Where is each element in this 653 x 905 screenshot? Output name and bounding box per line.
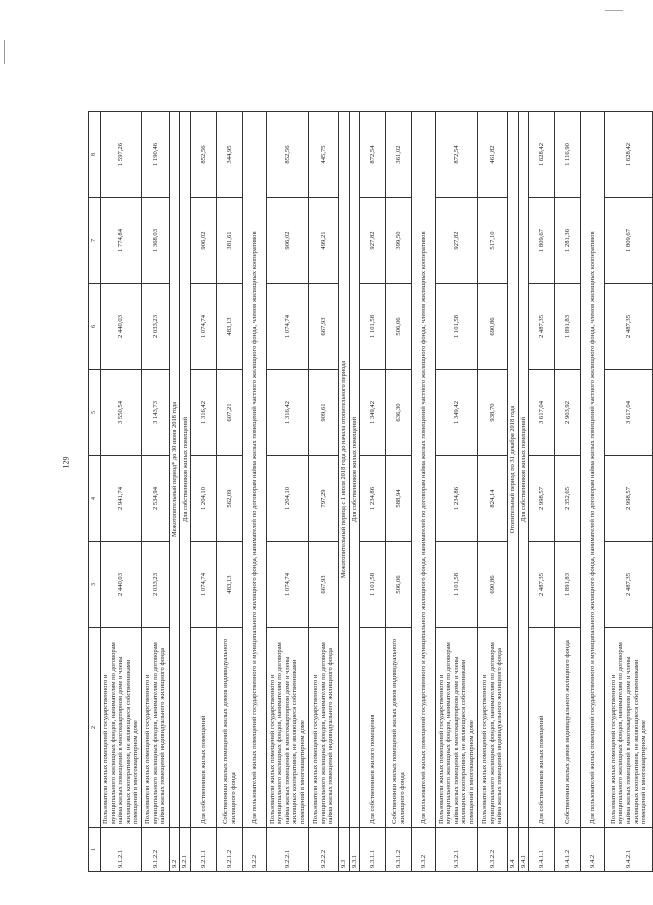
row-description: Собственники жилых помещений жилых домов индивидуального жилищного фонда bbox=[217, 628, 243, 828]
value-cell: 667,93 bbox=[309, 284, 339, 370]
table-row bbox=[217, 112, 243, 872]
column-header: 3 bbox=[89, 542, 101, 628]
value-cell: 1 774,84 bbox=[101, 198, 142, 284]
table-header-row bbox=[89, 112, 101, 872]
row-description: Пользователи жилых помещений государственного и муниципального жилищных фондов, нанимателям по договорам найма жилых помещений индивидуального жилищного фонда bbox=[478, 628, 508, 828]
value-cell: 1 349,42 bbox=[360, 370, 386, 456]
row-code: 9.4.1 bbox=[518, 828, 529, 872]
section-row bbox=[339, 112, 350, 872]
row-code: 9.3.1.2 bbox=[386, 828, 412, 872]
category-title: Для пользователей жилых помещений государственного и муниципального жилищного фонда, нанимателей по договорам найма жилых помещений частного жилищного фонда, членов жилищных кооперативов bbox=[581, 112, 605, 828]
value-cell: 2 487,35 bbox=[605, 284, 653, 370]
value-cell: 2 033,23 bbox=[141, 284, 169, 370]
value-cell: 2 941,74 bbox=[101, 456, 142, 542]
value-cell: 1 074,74 bbox=[191, 284, 217, 370]
table-row bbox=[267, 112, 309, 872]
value-cell: 938,70 bbox=[478, 370, 508, 456]
category-title: Для пользователей жилых помещений государственного и муниципального жилищного фонда, нанимателей по договорам найма жилых помещений частного жилищного фонда, членов жилищных кооперативов bbox=[412, 112, 436, 828]
value-cell: 872,54 bbox=[360, 112, 386, 198]
row-code: 9.3.1 bbox=[349, 828, 360, 872]
category-row bbox=[412, 112, 436, 872]
section-row bbox=[349, 112, 360, 872]
table-row bbox=[141, 112, 169, 872]
value-cell: 927,82 bbox=[436, 198, 478, 284]
table-row bbox=[555, 112, 581, 872]
row-description: Пользователи жилых помещений государственного и муниципального жилищных фондов, нанимателям по договорам найма жилых помещений в многоквартирном доме и члены жилищных кооперативов, не являющиеся собственниками помещений в многоквартирном доме bbox=[267, 628, 309, 828]
value-cell: 1 349,42 bbox=[436, 370, 478, 456]
value-cell: 852,56 bbox=[267, 112, 309, 198]
row-code: 9.4.2 bbox=[581, 828, 605, 872]
column-header: 6 bbox=[89, 284, 101, 370]
value-cell: 906,02 bbox=[191, 198, 217, 284]
value-cell: 797,29 bbox=[309, 456, 339, 542]
value-cell: 1 074,74 bbox=[267, 284, 309, 370]
value-cell: 1 234,86 bbox=[360, 456, 386, 542]
value-cell: 506,06 bbox=[386, 284, 412, 370]
value-cell: 1 204,10 bbox=[191, 456, 217, 542]
value-cell: 483,13 bbox=[217, 542, 243, 628]
value-cell: 1 101,58 bbox=[436, 284, 478, 370]
column-header: 2 bbox=[89, 628, 101, 828]
table-row bbox=[101, 112, 142, 872]
value-cell: 483,13 bbox=[217, 284, 243, 370]
row-code: 9.1.2.1 bbox=[101, 828, 142, 872]
value-cell: 3 617,04 bbox=[605, 370, 653, 456]
row-code: 9.4.1.2 bbox=[555, 828, 581, 872]
table-row bbox=[436, 112, 478, 872]
value-cell: 2 487,35 bbox=[529, 284, 555, 370]
scan-edge-mark bbox=[605, 10, 623, 11]
value-cell: 3 143,73 bbox=[141, 370, 169, 456]
section-title: Для собственников жилых помещений bbox=[349, 112, 360, 828]
value-cell: 1 628,42 bbox=[529, 112, 555, 198]
value-cell: 461,82 bbox=[478, 112, 508, 198]
row-description: Для собственников жилых помещений bbox=[529, 628, 555, 828]
value-cell: 1 074,74 bbox=[267, 542, 309, 628]
row-code: 9.2.2.2 bbox=[309, 828, 339, 872]
table-row bbox=[386, 112, 412, 872]
value-cell: 690,86 bbox=[478, 284, 508, 370]
row-description: Пользователи жилых помещений государственного и муниципального жилищных фондов, нанимателям по договорам найма жилых помещений индивидуального жилищного фонда bbox=[309, 628, 339, 828]
column-header: 7 bbox=[89, 198, 101, 284]
value-cell: 1 074,74 bbox=[191, 542, 217, 628]
section-row bbox=[508, 112, 519, 872]
value-cell: 2 534,94 bbox=[141, 456, 169, 542]
value-cell: 1 316,42 bbox=[191, 370, 217, 456]
value-cell: 1 891,83 bbox=[555, 542, 581, 628]
row-code: 9.3.2.2 bbox=[478, 828, 508, 872]
value-cell: 1 234,86 bbox=[436, 456, 478, 542]
value-cell: 562,09 bbox=[217, 456, 243, 542]
row-code: 9.1.2.2 bbox=[141, 828, 169, 872]
value-cell: 607,21 bbox=[217, 370, 243, 456]
column-header: 4 bbox=[89, 456, 101, 542]
value-cell: 1 809,67 bbox=[605, 198, 653, 284]
row-description: Пользователи жилых помещений государственного и муниципального жилищных фондов, нанимателям по договорам найма жилых помещений в многоквартирном доме и члены жилищных кооперативов, не являющиеся собственниками помещений в многоквартирном доме bbox=[101, 628, 142, 828]
section-title: Отопительный период по 31 декабря 2018 года bbox=[508, 112, 519, 828]
value-cell: 1 190,46 bbox=[141, 112, 169, 198]
row-code: 9.4.1.1 bbox=[529, 828, 555, 872]
value-cell: 381,61 bbox=[217, 198, 243, 284]
value-cell: 2 487,35 bbox=[605, 542, 653, 628]
row-code: 9.2.1 bbox=[180, 828, 191, 872]
value-cell: 1 101,58 bbox=[360, 542, 386, 628]
value-cell: 1 101,58 bbox=[360, 284, 386, 370]
value-cell: 361,02 bbox=[386, 112, 412, 198]
value-cell: 344,95 bbox=[217, 112, 243, 198]
tariff-table bbox=[88, 111, 653, 872]
section-title: Для собственников жилых помещений bbox=[180, 112, 191, 828]
row-description: Пользователи жилых помещений государственного и муниципального жилищных фондов, нанимателям по договорам найма жилых помещений в многоквартирном доме и члены жилищных кооперативов, не являющиеся собственниками помещений в многоквартирном доме bbox=[605, 628, 653, 828]
value-cell: 499,21 bbox=[309, 198, 339, 284]
value-cell: 667,93 bbox=[309, 542, 339, 628]
value-cell: 872,54 bbox=[436, 112, 478, 198]
value-cell: 445,75 bbox=[309, 112, 339, 198]
row-description: Пользователи жилых помещений государственного и муниципального жилищных фондов, нанимателям по договорам найма жилых помещений в многоквартирном доме и члены жилищных кооперативов, не являющиеся собственниками помещений в многоквартирном доме bbox=[436, 628, 478, 828]
row-description: Собственники жилых домов индивидуального жилищного фонда bbox=[555, 628, 581, 828]
value-cell: 1 316,42 bbox=[267, 370, 309, 456]
value-cell: 1 101,58 bbox=[436, 542, 478, 628]
value-cell: 517,10 bbox=[478, 198, 508, 284]
value-cell: 3 550,54 bbox=[101, 370, 142, 456]
value-cell: 399,50 bbox=[386, 198, 412, 284]
page-number: 129 bbox=[61, 456, 71, 469]
value-cell: 1 597,26 bbox=[101, 112, 142, 198]
value-cell: 2 440,03 bbox=[101, 542, 142, 628]
column-header: 1 bbox=[89, 828, 101, 872]
column-header: 8 bbox=[89, 112, 101, 198]
table-row bbox=[360, 112, 386, 872]
section-row bbox=[169, 112, 180, 872]
scan-edge-mark bbox=[4, 40, 5, 64]
column-header: 5 bbox=[89, 370, 101, 456]
table-row bbox=[309, 112, 339, 872]
value-cell: 1 628,42 bbox=[605, 112, 653, 198]
table-row bbox=[478, 112, 508, 872]
value-cell: 2 352,65 bbox=[555, 456, 581, 542]
value-cell: 1 891,83 bbox=[555, 284, 581, 370]
row-code: 9.3.2.1 bbox=[436, 828, 478, 872]
value-cell: 1 116,90 bbox=[555, 112, 581, 198]
value-cell: 2 440,03 bbox=[101, 284, 142, 370]
section-title: Межотопительный период с 1 июля 2018 года до начала отопительного периода bbox=[339, 112, 350, 828]
row-description: Для собственников жилого помещения bbox=[360, 628, 386, 828]
row-code: 9.4.2.1 bbox=[605, 828, 653, 872]
category-row bbox=[243, 112, 267, 872]
row-code: 9.2.1.1 bbox=[191, 828, 217, 872]
row-code: 9.2.2 bbox=[243, 828, 267, 872]
value-cell: 636,30 bbox=[386, 370, 412, 456]
value-cell: 852,56 bbox=[191, 112, 217, 198]
row-description: Пользователи жилых помещений государственного и муниципального жилищных фондов, нанимателям по договорам найма жилых помещений индивидуального жилищного фонда bbox=[141, 628, 169, 828]
value-cell: 2 487,35 bbox=[529, 542, 555, 628]
table-row bbox=[605, 112, 653, 872]
category-title: Для пользователей жилых помещений государственного и муниципального жилищного фонда, нанимателей по договорам найма жилых помещений частного жилищного фонда, членов жилищных кооперативов bbox=[243, 112, 267, 828]
value-cell: 506,06 bbox=[386, 542, 412, 628]
value-cell: 906,02 bbox=[267, 198, 309, 284]
row-code: 9.4 bbox=[508, 828, 519, 872]
value-cell: 3 617,04 bbox=[529, 370, 555, 456]
row-code: 9.3.2 bbox=[412, 828, 436, 872]
value-cell: 2 033,23 bbox=[141, 542, 169, 628]
value-cell: 2 998,57 bbox=[529, 456, 555, 542]
table-row bbox=[529, 112, 555, 872]
value-cell: 927,82 bbox=[360, 198, 386, 284]
row-code: 9.3.1.1 bbox=[360, 828, 386, 872]
value-cell: 1 281,36 bbox=[555, 198, 581, 284]
section-title: Межотопительный период* до 30 июня 2018 года bbox=[169, 112, 180, 828]
value-cell: 909,61 bbox=[309, 370, 339, 456]
value-cell: 1 809,67 bbox=[529, 198, 555, 284]
value-cell: 824,14 bbox=[478, 456, 508, 542]
value-cell: 588,94 bbox=[386, 456, 412, 542]
section-row bbox=[518, 112, 529, 872]
section-title: Для собственников жилых помещений bbox=[518, 112, 529, 828]
row-code: 9.2 bbox=[169, 828, 180, 872]
row-code: 9.3 bbox=[339, 828, 350, 872]
row-code: 9.2.2.1 bbox=[267, 828, 309, 872]
row-description: Собственники жилых помещений жилых домов индивидуального жилищного фонда bbox=[386, 628, 412, 828]
row-code: 9.2.1.2 bbox=[217, 828, 243, 872]
value-cell: 2 903,92 bbox=[555, 370, 581, 456]
section-row bbox=[180, 112, 191, 872]
value-cell: 690,86 bbox=[478, 542, 508, 628]
value-cell: 1 204,10 bbox=[267, 456, 309, 542]
category-row bbox=[581, 112, 605, 872]
value-cell: 1 368,03 bbox=[141, 198, 169, 284]
rotated-table-wrapper bbox=[88, 112, 648, 872]
table-row bbox=[191, 112, 217, 872]
row-description: Для собственников жилых помещений bbox=[191, 628, 217, 828]
value-cell: 2 998,57 bbox=[605, 456, 653, 542]
